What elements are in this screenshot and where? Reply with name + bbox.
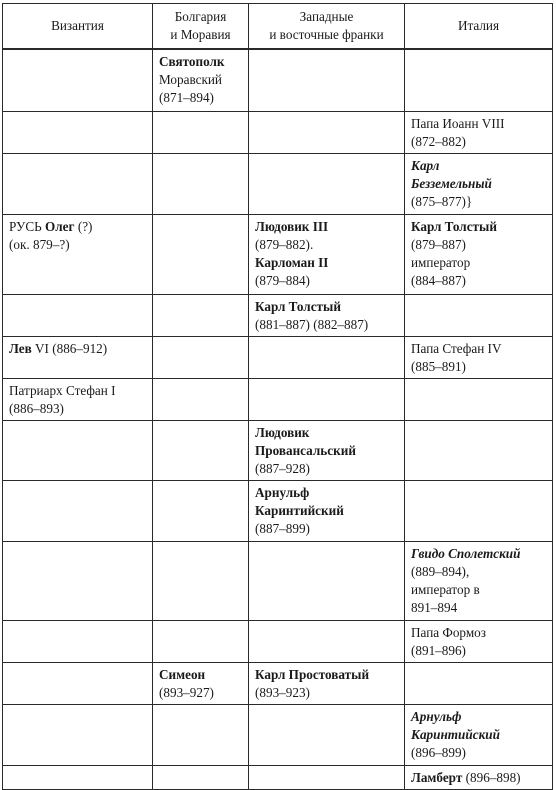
cell-text: Людовик [255,424,310,440]
cell-text: Византия [51,18,104,33]
table-cell [249,336,405,378]
cell-text: Каринтийский [411,726,500,742]
table-cell [249,153,405,214]
cell-text: Олег [45,218,75,234]
table-cell [249,620,405,662]
cell-line [411,708,548,726]
cell-line [255,236,400,254]
cell-text: (896–898) [462,769,521,785]
table-cell [249,704,405,765]
table-row [3,111,553,153]
cell-text: император [411,254,471,270]
table-cell [405,49,553,111]
table-cell [405,662,553,704]
cell-text: (884–887) [411,272,466,288]
cell-text: (886–893) [9,400,64,416]
table-cell [249,214,405,294]
cell-text: и восточные франки [269,27,384,42]
table-cell [3,480,153,541]
cell-line [255,316,400,334]
cell-line [155,8,246,26]
table-cell [153,662,249,704]
header-bulgaria-moravia [153,4,249,50]
table-cell [153,480,249,541]
cell-text: (887–928) [255,460,310,476]
cell-text: (875–877)} [411,193,473,209]
cell-line [411,115,548,133]
cell-text: Папа Стефан IV [411,340,502,356]
cell-text: (879–884) [255,272,310,288]
cell-text: Папа Иоанн VIII [411,115,505,131]
table-cell [153,214,249,294]
cell-text: (881–887) (882–887) [255,316,369,332]
table-row [3,765,553,789]
cell-text: Карл [411,157,440,173]
table-cell [405,214,553,294]
cell-line [411,218,548,236]
cell-line [255,666,400,684]
table-cell [249,765,405,789]
cell-text: (879–887) [411,236,466,252]
cell-text: Патриарх Стефан I [9,382,116,398]
table-cell [3,704,153,765]
cell-text: Западные [299,9,354,24]
table-row [3,378,553,420]
cell-text: и Моравия [170,27,231,42]
table-cell [405,541,553,620]
table-cell [3,662,153,704]
table-cell [249,541,405,620]
cell-text: Ламберт [411,769,463,785]
table-cell [405,620,553,662]
table-cell [405,704,553,765]
table-cell [153,336,249,378]
cell-line [255,520,400,538]
table-cell [249,378,405,420]
cell-line [411,272,548,290]
table-cell [249,480,405,541]
cell-line [255,684,400,702]
table-cell [405,765,553,789]
cell-line [255,460,400,478]
table-cell [249,662,405,704]
cell-line [411,236,548,254]
table-row [3,294,553,336]
cell-line [411,193,548,211]
cell-text: Арнульф [411,708,462,724]
cell-line [407,17,550,35]
table-row [3,704,553,765]
cell-text: (891–896) [411,642,466,658]
table-cell [405,294,553,336]
table-cell [3,294,153,336]
cell-text: Каринтийский [255,502,344,518]
cell-text: Святополк [159,54,225,69]
cell-text: император в [411,581,480,597]
cell-line [159,666,244,684]
table-row [3,480,553,541]
table-row [3,662,553,704]
cell-line [411,581,548,599]
cell-text: РУСЬ [9,218,46,234]
table-cell [3,153,153,214]
table-cell [3,111,153,153]
table-cell [153,111,249,153]
cell-line [411,726,548,744]
table-cell [405,420,553,480]
cell-line [159,71,244,89]
cell-text: (ок. 879–?) [9,236,70,252]
cell-line [9,340,148,358]
cell-text: Моравский [159,72,222,87]
table-cell [3,541,153,620]
cell-text: (871–894) [159,90,214,105]
cell-line [411,340,548,358]
table-cell [405,378,553,420]
cell-line [411,624,548,642]
cell-text: Симеон [159,666,206,682]
chronology-table [2,3,553,790]
cell-text: (?) [74,218,93,234]
cell-line [155,26,246,44]
cell-line [159,53,244,71]
cell-text: Гвидо Сполетский [411,545,521,561]
cell-line [411,744,548,762]
table-cell [405,336,553,378]
cell-line [411,358,548,376]
table-row [3,214,553,294]
table-cell [3,336,153,378]
table-row [3,620,553,662]
cell-line [9,218,148,236]
table-row [3,49,553,111]
table-cell [405,153,553,214]
cell-text: Арнульф [255,484,310,500]
table-cell [3,765,153,789]
cell-text: (893–923) [255,684,310,700]
cell-line [9,400,148,418]
cell-line [411,642,548,660]
table-cell [3,620,153,662]
table-cell [249,294,405,336]
cell-text: (872–882) [411,133,466,149]
table-row [3,153,553,214]
cell-text: VI (886–912) [31,340,108,356]
cell-text: (893–927) [159,684,214,700]
cell-line [5,17,150,35]
header-franks [249,4,405,50]
cell-line [159,89,244,107]
cell-text: Италия [457,18,500,33]
table-header-row [3,4,553,50]
cell-line [411,545,548,563]
table-cell [249,111,405,153]
header-byzantium [3,4,153,50]
cell-line [9,236,148,254]
cell-text: Папа Формоз [411,624,486,640]
cell-text: Болгария [174,9,227,24]
cell-line [411,563,548,581]
cell-line [255,442,400,460]
table-cell [153,378,249,420]
cell-text: Карл Толстый [255,298,341,314]
cell-text: (879–882). [255,236,314,252]
table-cell [3,420,153,480]
table-cell [249,420,405,480]
table-cell [153,541,249,620]
cell-text: Карломан II [255,254,329,270]
cell-text: Провансальский [255,442,356,458]
cell-text: Лев [9,340,32,356]
cell-line [411,254,548,272]
table-row [3,420,553,480]
cell-text: 891–894 [411,599,458,615]
table-cell [153,49,249,111]
table-cell [249,49,405,111]
cell-line [411,157,548,175]
cell-text: Безземельный [411,175,492,191]
table-cell [3,214,153,294]
cell-line [411,769,548,787]
table-cell [153,153,249,214]
cell-line [251,26,402,44]
cell-text: Карл Толстый [411,218,497,234]
cell-line [411,133,548,151]
cell-line [255,502,400,520]
cell-line [251,8,402,26]
cell-text: Людовик III [255,218,329,234]
table-cell [153,704,249,765]
cell-text: (885–891) [411,358,466,374]
table-cell [405,111,553,153]
table-cell [405,480,553,541]
cell-line [255,298,400,316]
table-cell [153,765,249,789]
cell-line [255,218,400,236]
cell-line [255,272,400,290]
cell-line [159,684,244,702]
table-cell [3,49,153,111]
cell-line [411,175,548,193]
cell-text: Карл Простоватый [255,666,370,682]
table-cell [153,294,249,336]
cell-text: (887–899) [255,520,310,536]
cell-line [9,382,148,400]
cell-line [255,424,400,442]
cell-line [255,484,400,502]
cell-text: (889–894), [411,563,470,579]
table-row [3,541,553,620]
table-cell [153,620,249,662]
cell-text: (896–899) [411,744,466,760]
table-cell [3,378,153,420]
header-italy [405,4,553,50]
table-cell [153,420,249,480]
cell-line [255,254,400,272]
table-row [3,336,553,378]
cell-line [411,599,548,617]
